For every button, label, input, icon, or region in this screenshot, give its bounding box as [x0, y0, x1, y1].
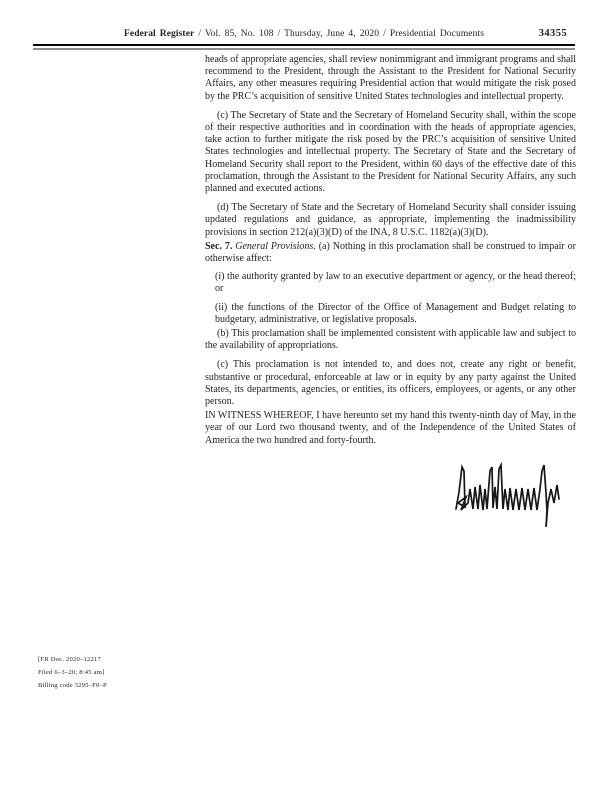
sec7-lead-text: (a) Nothing in this proclamation shall be construed to impair or otherwise affect:	[205, 240, 576, 265]
filing-footer	[38, 653, 107, 692]
paragraph-witness-clause: IN WITNESS WHEREOF, I have hereunto set my hand this twenty-ninth day of May, in the year of our Lord two thousand twenty, and of the Independence of the United States of America the two hundred and forty-fourth.	[205, 410, 576, 446]
presidential-signature-icon	[452, 458, 572, 533]
sec7-number: Sec. 7.	[205, 240, 233, 252]
billing-code: Billing code 3295–F0–P	[38, 682, 107, 689]
paragraph-sec7-b: (b) This proclamation shall be implemented consistent with applicable law and subject to the availability of appropriations.	[205, 328, 576, 352]
sec7-title: General Provisions.	[232, 240, 316, 252]
paragraph-intro-continuation: heads of appropriate agencies, shall review nonimmigrant and immigrant programs and shall recommend to the President, through the Assistant to the President for National Security Affairs, any other measures requiring Presidential action that would mitigate the risk posed by the PRC’s acquisition of sensitive United States technologies and intellectual property.	[205, 54, 577, 102]
page-number: 34355	[538, 28, 567, 39]
paragraph-sec7-c: (c) This proclamation is not intended to, and does not, create any right or benefit, substantive or procedural, enforceable at law or in equity by any party against the United States, its departments, agencies, or entities, its officers, employees, or agents, or any other person.	[205, 359, 576, 408]
paragraph-sec6-c: (c) The Secretary of State and the Secretary of Homeland Security shall, within the scope of their respective authorities and in coordination with the heads of appropriate agencies, take action to further mitigate the risk posed by the PRC’s acquisition of sensitive United States technologies and intellectual property. The Secretary of State and the Secretary of Homeland Security shall report to the President, within 60 days of the effective date of this proclamation, through the Assistant to the President for National Security Affairs, any such planned and executed actions.	[205, 109, 576, 195]
header-double-rule	[33, 44, 575, 50]
fr-doc-number: [FR Doc. 2020–12217	[38, 656, 101, 663]
filed-date: Filed 6–3–20; 8:45 am]	[38, 669, 105, 676]
issue-info: / Vol. 85, No. 108 / Thursday, June 4, 2020 / Presidential Documents	[198, 29, 485, 39]
paragraph-sec7-heading	[205, 241, 576, 265]
paragraph-sec6-d: (d) The Secretary of State and the Secretary of Homeland Security shall consider issuing updated regulations and guidance, as appropriate, implementing the inadmissibility provisions in section 212(a)(3)(D) of the INA, 8 U.S.C. 1182(a)(3)(D).	[205, 202, 576, 238]
header-title	[33, 28, 575, 41]
paragraph-item-i: (i) the authority granted by law to an executive department or agency, or the head thereof; or	[215, 271, 576, 295]
document-body	[205, 54, 576, 447]
paragraph-item-ii: (ii) the functions of the Director of the Office of Management and Budget relating to budgetary, administrative, or legislative proposals.	[215, 301, 576, 325]
journal-name: Federal Register	[123, 29, 195, 39]
page-header	[33, 28, 575, 41]
